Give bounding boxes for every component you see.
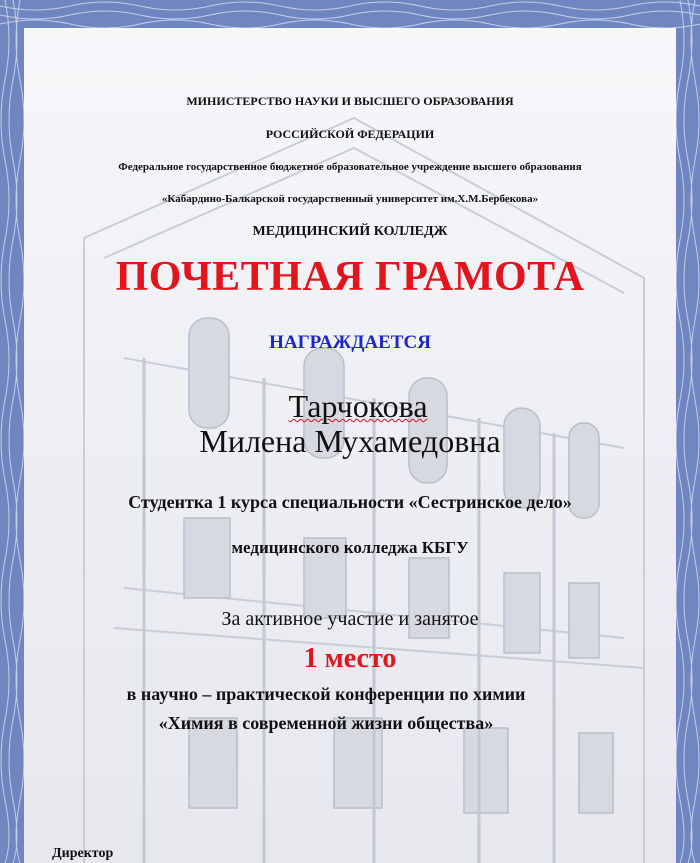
recipient-given-names: Милена Мухамедовна xyxy=(199,423,501,459)
conference-line: в научно – практической конференции по химии xyxy=(126,684,526,704)
institution-type-heading: Федеральное государственное бюджетное образовательное учреждение высшего образования xyxy=(118,161,582,173)
conference-name: «Химия в современной жизни общества» xyxy=(158,713,494,733)
university-heading: «Кабардино-Балкарской государственный университет им.Х.М.Бербекова» xyxy=(161,193,539,205)
college-heading: МЕДИЦИНСКИЙ КОЛЛЕДЖ xyxy=(252,224,448,239)
student-description: Студентка 1 курса специальности «Сестринское дело» xyxy=(128,492,572,512)
ministry-heading: МИНИСТЕРСТВО НАУКИ И ВЫСШЕГО ОБРАЗОВАНИЯ xyxy=(186,94,514,108)
recipient-surname-text: Тарчокова xyxy=(288,388,428,424)
certificate-title: ПОЧЕТНАЯ ГРАМОТА xyxy=(115,254,585,300)
college-description: медицинского колледжа КБГУ xyxy=(231,538,469,557)
director-signature-label: Директор xyxy=(52,846,114,861)
award-reason: За активное участие и занятое xyxy=(221,608,479,630)
award-place: 1 место xyxy=(303,643,397,674)
awarded-label: НАГРАЖДАЕТСЯ xyxy=(269,332,431,353)
federation-heading: РОССИЙСКОЙ ФЕДЕРАЦИИ xyxy=(265,127,435,141)
recipient-surname xyxy=(8,388,700,425)
